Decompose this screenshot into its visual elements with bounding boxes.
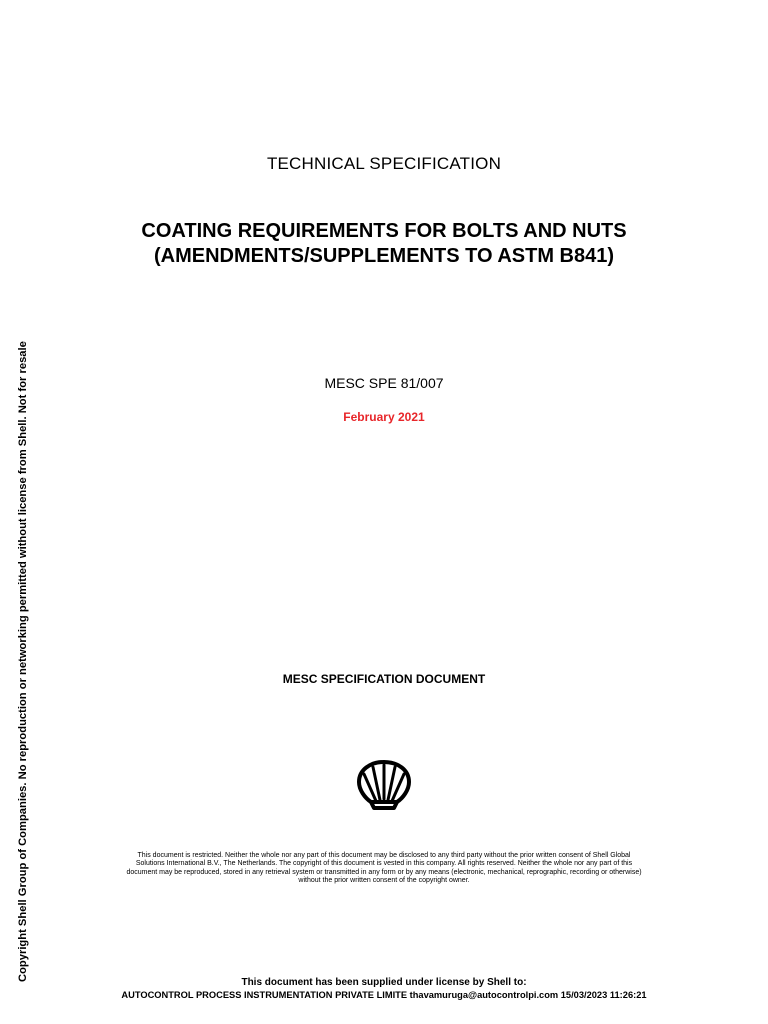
side-copyright-notice: Copyright Shell Group of Companies. No reproduction or networking permitted without license from Shell. Not for resale <box>17 341 29 982</box>
document-type: TECHNICAL SPECIFICATION <box>266 154 502 173</box>
title-line-2: (AMENDMENTS/SUPPLEMENTS TO ASTM B841) <box>153 245 615 267</box>
restriction-line-4: without the prior written consent of the copyright owner. <box>298 877 470 885</box>
document-label: MESC SPECIFICATION DOCUMENT <box>282 672 486 686</box>
restriction-line-2: Solutions International B.V., The Netherlands. The copyright of this document is vested in this company. All rights reserved. Neither the whole nor any part of this <box>135 860 633 868</box>
restriction-line-3: document may be reproduced, stored in any retrieval system or transmitted in any form or by any means (electronic, mechanical, reprographic, recording or otherwise) <box>126 868 642 876</box>
document-title <box>0 219 768 269</box>
restriction-line-1: This document is restricted. Neither the whole nor any part of this document may be disclosed to any third party without the prior written consent of Shell Global <box>137 852 631 859</box>
publication-date: February 2021 <box>343 410 425 424</box>
title-line-1: COATING REQUIREMENTS FOR BOLTS AND NUTS <box>141 220 627 242</box>
restriction-notice <box>95 852 673 886</box>
license-notice: This document has been supplied under license by Shell to: <box>241 977 527 988</box>
shell-pecten-logo-icon <box>356 759 412 811</box>
licensee-details: AUTOCONTROL PROCESS INSTRUMENTATION PRIVATE LIMITE thavamuruga@autocontrolpi.com 15/03/2023 11:26:21 <box>121 990 647 1000</box>
spec-number: MESC SPE 81/007 <box>324 375 444 391</box>
